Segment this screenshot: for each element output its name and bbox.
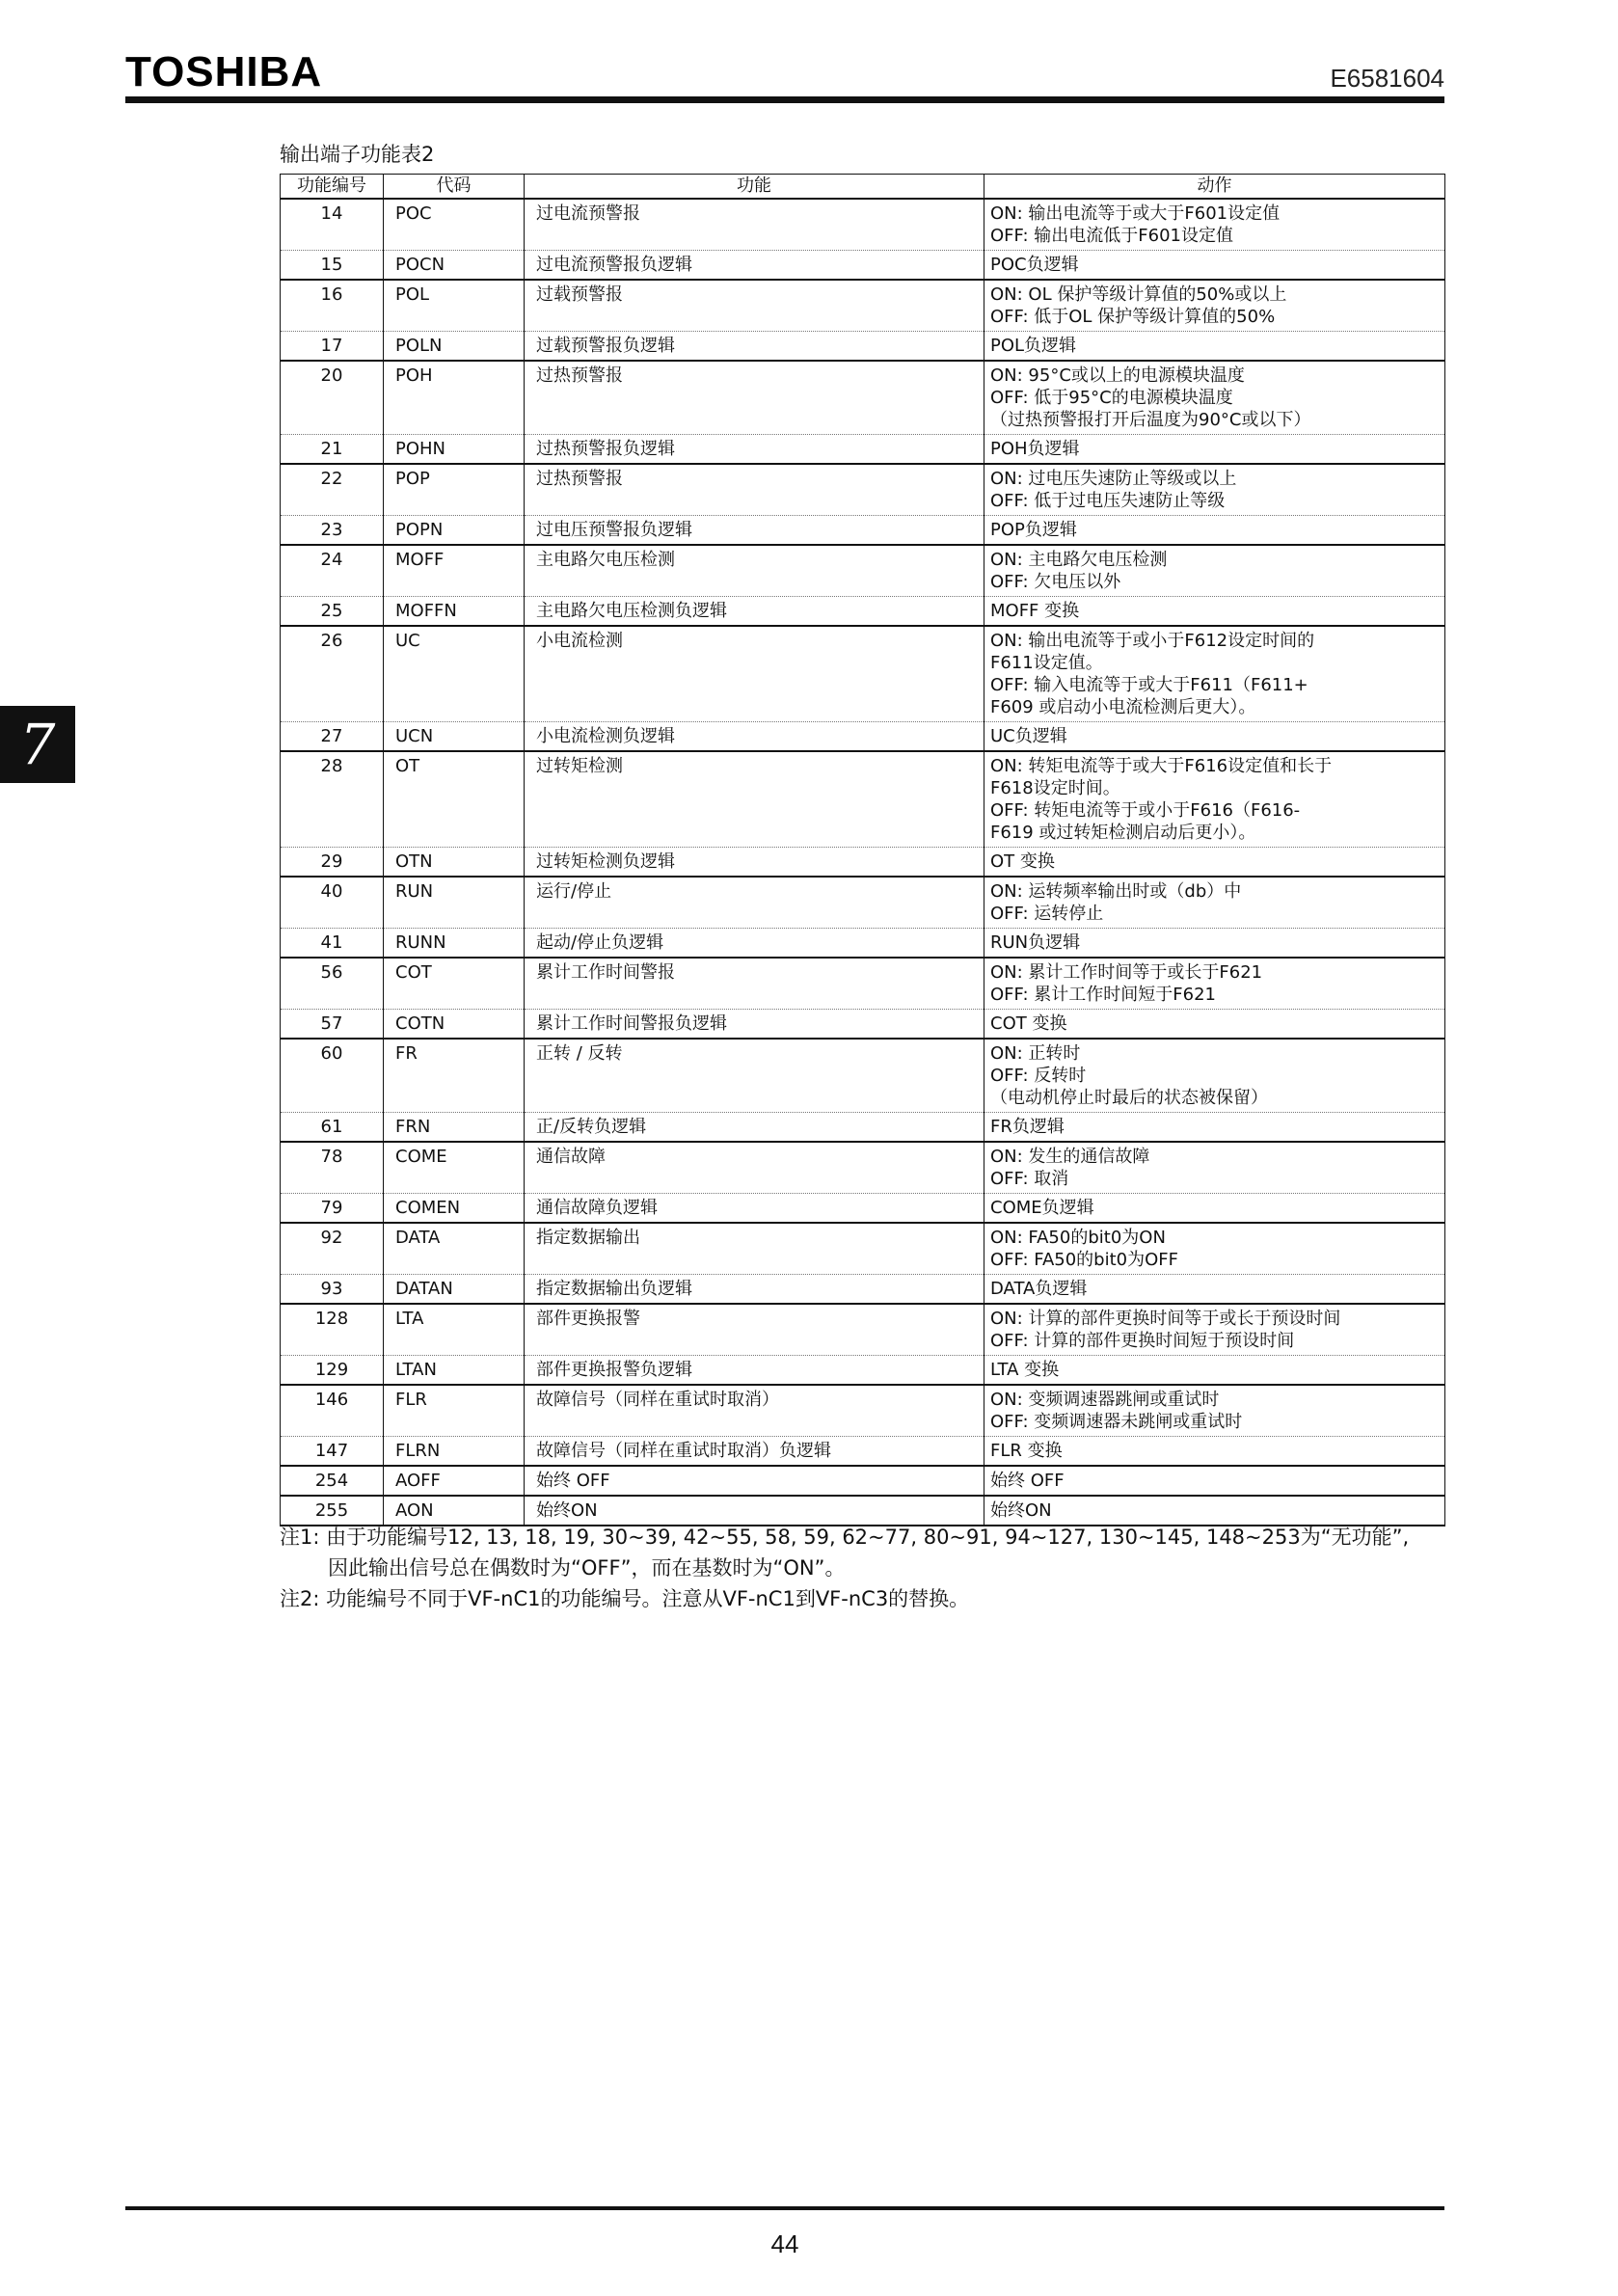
cell-no: 23 [281, 516, 384, 546]
cell-no: 92 [281, 1223, 384, 1275]
cell-action: FLR 变换 [984, 1437, 1445, 1467]
table-row [281, 361, 1445, 435]
cell-code: MOFF [384, 545, 525, 597]
table-row [281, 1039, 1445, 1113]
cell-action: DATA负逻辑 [984, 1275, 1445, 1305]
cell-function: 过载预警报负逻辑 [525, 332, 984, 362]
toshiba-logo: TOSHIBA [125, 48, 323, 95]
cell-action: POP负逻辑 [984, 516, 1445, 546]
output-terminal-function-table [280, 174, 1445, 1526]
cell-no: 25 [281, 597, 384, 627]
cell-action: ON: 计算的部件更换时间等于或长于预设时间 OFF: 计算的部件更换时间短于预设时间 [984, 1304, 1445, 1356]
cell-code: POCN [384, 251, 525, 281]
cell-no: 29 [281, 848, 384, 878]
cell-action: ON: 95°C或以上的电源模块温度 OFF: 低于95°C的电源模块温度 （过热预警报打开后温度为90°C或以下） [984, 361, 1445, 435]
cell-action: 始终 OFF [984, 1466, 1445, 1496]
cell-function: 过电压预警报负逻辑 [525, 516, 984, 546]
chapter-tab[interactable]: 7 [0, 706, 75, 783]
cell-action: UC负逻辑 [984, 722, 1445, 752]
column-header-function: 功能 [525, 175, 984, 200]
cell-function: 部件更换报警 [525, 1304, 984, 1356]
cell-code: OTN [384, 848, 525, 878]
cell-code: POL [384, 280, 525, 332]
notes [280, 1522, 1451, 1614]
table-row [281, 626, 1445, 722]
cell-no: 41 [281, 929, 384, 959]
cell-action: ON: 累计工作时间等于或长于F621 OFF: 累计工作时间短于F621 [984, 958, 1445, 1010]
cell-no: 93 [281, 1275, 384, 1305]
cell-code: LTAN [384, 1356, 525, 1386]
cell-code: AON [384, 1496, 525, 1526]
cell-code: FR [384, 1039, 525, 1113]
cell-code: POP [384, 464, 525, 516]
table-row [281, 516, 1445, 546]
cell-function: 过载预警报 [525, 280, 984, 332]
table-row [281, 280, 1445, 332]
cell-no: 21 [281, 435, 384, 465]
cell-action: ON: 过电压失速防止等级或以上 OFF: 低于过电压失速防止等级 [984, 464, 1445, 516]
cell-code: POH [384, 361, 525, 435]
cell-code: DATA [384, 1223, 525, 1275]
cell-code: POHN [384, 435, 525, 465]
cell-code: POPN [384, 516, 525, 546]
note-2: 注2: 功能编号不同于VF-nC1的功能编号。注意从VF-nC1到VF-nC3的替换。 [280, 1587, 970, 1610]
cell-code: FLR [384, 1385, 525, 1437]
cell-function: 过热预警报 [525, 361, 984, 435]
table-row [281, 1304, 1445, 1356]
cell-no: 17 [281, 332, 384, 362]
cell-code: DATAN [384, 1275, 525, 1305]
cell-no: 14 [281, 199, 384, 251]
cell-no: 56 [281, 958, 384, 1010]
table-row [281, 1194, 1445, 1224]
table-row [281, 877, 1445, 929]
table-row [281, 1113, 1445, 1143]
cell-action: ON: FA50的bit0为ON OFF: FA50的bit0为OFF [984, 1223, 1445, 1275]
cell-function: 运行/停止 [525, 877, 984, 929]
cell-code: RUNN [384, 929, 525, 959]
cell-action: POH负逻辑 [984, 435, 1445, 465]
cell-function: 过电流预警报 [525, 199, 984, 251]
cell-function: 指定数据输出负逻辑 [525, 1275, 984, 1305]
cell-no: 254 [281, 1466, 384, 1496]
table-row [281, 199, 1445, 251]
cell-action: MOFF 变换 [984, 597, 1445, 627]
table-row [281, 545, 1445, 597]
cell-function: 部件更换报警负逻辑 [525, 1356, 984, 1386]
page-number: 44 [770, 2229, 799, 2258]
cell-code: OT [384, 751, 525, 848]
cell-action: ON: 运转频率输出时或（db）中 OFF: 运转停止 [984, 877, 1445, 929]
cell-code: COTN [384, 1010, 525, 1040]
cell-code: AOFF [384, 1466, 525, 1496]
cell-action: COT 变换 [984, 1010, 1445, 1040]
cell-action: LTA 变换 [984, 1356, 1445, 1386]
cell-code: LTA [384, 1304, 525, 1356]
table-row [281, 1010, 1445, 1040]
table-row [281, 1275, 1445, 1305]
cell-function: 故障信号（同样在重试时取消） [525, 1385, 984, 1437]
cell-function: 过电流预警报负逻辑 [525, 251, 984, 281]
cell-function: 指定数据输出 [525, 1223, 984, 1275]
table-row [281, 722, 1445, 752]
table-row [281, 751, 1445, 848]
cell-no: 26 [281, 626, 384, 722]
cell-function: 始终ON [525, 1496, 984, 1526]
cell-function: 起动/停止负逻辑 [525, 929, 984, 959]
cell-no: 57 [281, 1010, 384, 1040]
cell-no: 15 [281, 251, 384, 281]
table-row [281, 464, 1445, 516]
cell-function: 过热预警报负逻辑 [525, 435, 984, 465]
note-1-line-2: 因此输出信号总在偶数时为“OFF”，而在基数时为“ON”。 [328, 1556, 846, 1580]
cell-function: 通信故障负逻辑 [525, 1194, 984, 1224]
cell-action: 始终ON [984, 1496, 1445, 1526]
cell-code: MOFFN [384, 597, 525, 627]
cell-function: 正转 / 反转 [525, 1039, 984, 1113]
cell-code: COME [384, 1142, 525, 1194]
table-header-row [281, 175, 1445, 200]
note-1-line-1: 注1: 由于功能编号12, 13, 18, 19, 30~39, 42~55, 58, 59, 62~77, 80~91, 94~127, 130~145, 148~253为“无功能”, [280, 1526, 1410, 1549]
cell-no: 255 [281, 1496, 384, 1526]
cell-code: FRN [384, 1113, 525, 1143]
table-row [281, 1437, 1445, 1467]
cell-no: 20 [281, 361, 384, 435]
table-row [281, 1466, 1445, 1496]
cell-no: 78 [281, 1142, 384, 1194]
cell-no: 22 [281, 464, 384, 516]
table-row [281, 958, 1445, 1010]
cell-action: FR负逻辑 [984, 1113, 1445, 1143]
cell-action: POL负逻辑 [984, 332, 1445, 362]
cell-no: 146 [281, 1385, 384, 1437]
cell-code: RUN [384, 877, 525, 929]
header-rule [125, 96, 1444, 103]
cell-action: ON: 主电路欠电压检测 OFF: 欠电压以外 [984, 545, 1445, 597]
table-row [281, 435, 1445, 465]
cell-function: 始终 OFF [525, 1466, 984, 1496]
cell-function: 正/反转负逻辑 [525, 1113, 984, 1143]
cell-no: 128 [281, 1304, 384, 1356]
footer-rule [125, 2206, 1444, 2210]
cell-function: 过转矩检测 [525, 751, 984, 848]
table-title: 输出端子功能表2 [280, 143, 435, 166]
column-header-code: 代码 [384, 175, 525, 200]
cell-no: 60 [281, 1039, 384, 1113]
cell-no: 16 [281, 280, 384, 332]
cell-no: 40 [281, 877, 384, 929]
cell-code: FLRN [384, 1437, 525, 1467]
cell-function: 累计工作时间警报负逻辑 [525, 1010, 984, 1040]
cell-no: 129 [281, 1356, 384, 1386]
cell-action: ON: 正转时 OFF: 反转时 （电动机停止时最后的状态被保留） [984, 1039, 1445, 1113]
column-header-action: 动作 [984, 175, 1445, 200]
table-row [281, 848, 1445, 878]
table-row [281, 1356, 1445, 1386]
cell-code: POLN [384, 332, 525, 362]
cell-no: 24 [281, 545, 384, 597]
cell-code: COMEN [384, 1194, 525, 1224]
cell-function: 累计工作时间警报 [525, 958, 984, 1010]
table-row [281, 597, 1445, 627]
cell-no: 27 [281, 722, 384, 752]
cell-action: ON: 输出电流等于或大于F601设定值 OFF: 输出电流低于F601设定值 [984, 199, 1445, 251]
cell-code: POC [384, 199, 525, 251]
table-body [281, 199, 1445, 1526]
cell-function: 小电流检测负逻辑 [525, 722, 984, 752]
column-header-no: 功能编号 [281, 175, 384, 200]
cell-code: COT [384, 958, 525, 1010]
table-row [281, 929, 1445, 959]
cell-function: 过热预警报 [525, 464, 984, 516]
cell-no: 61 [281, 1113, 384, 1143]
cell-action: POC负逻辑 [984, 251, 1445, 281]
cell-code: UC [384, 626, 525, 722]
table-row [281, 251, 1445, 281]
cell-function: 小电流检测 [525, 626, 984, 722]
cell-action: ON: OL 保护等级计算值的50%或以上 OFF: 低于OL 保护等级计算值的50% [984, 280, 1445, 332]
cell-no: 147 [281, 1437, 384, 1467]
cell-function: 故障信号（同样在重试时取消）负逻辑 [525, 1437, 984, 1467]
cell-action: ON: 变频调速器跳闸或重试时 OFF: 变频调速器未跳闸或重试时 [984, 1385, 1445, 1437]
cell-action: ON: 发生的通信故障 OFF: 取消 [984, 1142, 1445, 1194]
cell-function: 主电路欠电压检测负逻辑 [525, 597, 984, 627]
table-row [281, 332, 1445, 362]
cell-code: UCN [384, 722, 525, 752]
cell-function: 过转矩检测负逻辑 [525, 848, 984, 878]
cell-no: 28 [281, 751, 384, 848]
table-row [281, 1385, 1445, 1437]
cell-no: 79 [281, 1194, 384, 1224]
cell-action: ON: 输出电流等于或小于F612设定时间的 F611设定值。 OFF: 输入电流等于或大于F611（F611+ F609 或启动小电流检测后更大）。 [984, 626, 1445, 722]
cell-action: RUN负逻辑 [984, 929, 1445, 959]
table-row [281, 1223, 1445, 1275]
cell-function: 通信故障 [525, 1142, 984, 1194]
document-code: E6581604 [1330, 64, 1444, 93]
cell-action: COME负逻辑 [984, 1194, 1445, 1224]
cell-action: OT 变换 [984, 848, 1445, 878]
table-row [281, 1142, 1445, 1194]
cell-function: 主电路欠电压检测 [525, 545, 984, 597]
cell-action: ON: 转矩电流等于或大于F616设定值和长于 F618设定时间。 OFF: 转矩电流等于或小于F616（F616- F619 或过转矩检测启动后更小）。 [984, 751, 1445, 848]
